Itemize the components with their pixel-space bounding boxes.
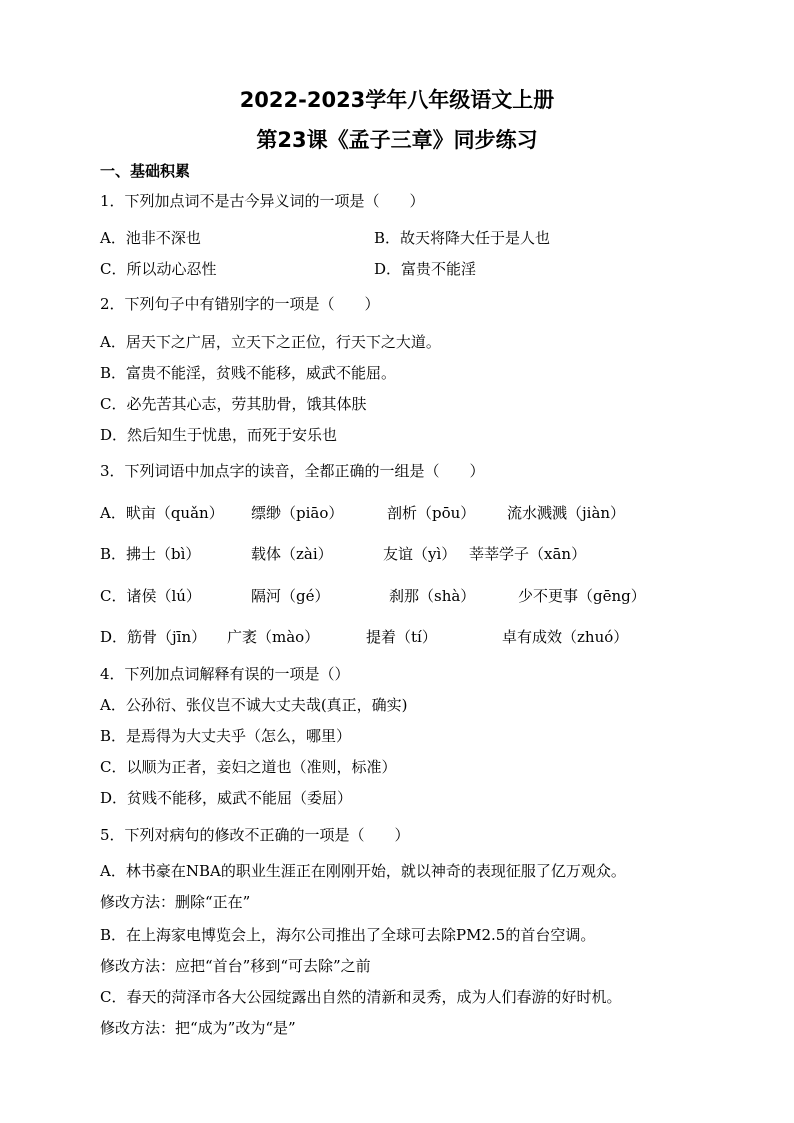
question-3-option-b-1: B．拂士（bì） xyxy=(100,545,201,563)
question-3-option-d-3: 提着（tí） xyxy=(366,628,437,646)
question-2-option-a: A．居天下之广居，立天下之正位，行天下之大道。 xyxy=(100,333,441,351)
question-3-option-b-3: 友谊（yì） xyxy=(383,545,457,563)
question-1-stem: 1．下列加点词不是古今异义词的一项是（ ） xyxy=(100,192,425,210)
question-4-option-a: A．公孙衍、张仪岂不诚大丈夫哉(真正，确实) xyxy=(100,696,408,714)
question-4-option-c: C．以顺为正者，妾妇之道也（准则，标准） xyxy=(100,758,397,776)
question-5-stem: 5．下列对病句的修改不正确的一项是（ ） xyxy=(100,826,410,844)
question-2-option-d: D．然后知生于忧患，而死于安乐也 xyxy=(100,426,338,444)
document-subtitle: 第23课《孟子三章》同步练习 xyxy=(256,128,538,152)
question-3-option-b-2: 载体（zài） xyxy=(251,545,333,563)
question-2-option-c: C．必先苦其心志，劳其肋骨，饿其体肤 xyxy=(100,395,367,413)
question-3-option-a-3: 剖析（pōu） xyxy=(387,504,476,522)
question-3-option-d-4: 卓有成效（zhuó） xyxy=(502,628,629,646)
document-title: 2022-2023学年八年级语文上册 xyxy=(239,88,555,112)
question-2-option-b: B．富贵不能淫，贫贱不能移，威武不能屈。 xyxy=(100,364,397,382)
question-5-option-c-fix: 修改方法：把“成为”改为“是” xyxy=(100,1019,296,1037)
question-3-option-d-1: D．筋骨（jīn） xyxy=(100,628,207,646)
question-1-option-d: D．富贵不能淫 xyxy=(374,260,477,278)
question-5-option-b-fix: 修改方法：应把“首台”移到“可去除”之前 xyxy=(100,957,371,975)
question-4-stem: 4．下列加点词解释有误的一项是（） xyxy=(100,665,350,683)
question-3-option-d-2: 广袤（mào） xyxy=(227,628,320,646)
question-4-option-d: D．贫贱不能移，威武不能屈（委屈） xyxy=(100,789,353,807)
question-5-option-b: B．在上海家电博览会上，海尔公司推出了全球可去除PM2.5的首台空调。 xyxy=(100,926,596,944)
question-3-option-a-1: A．畎亩（quǎn） xyxy=(100,504,224,522)
question-3-option-c-4: 少不更事（gēng） xyxy=(518,587,646,605)
question-3-option-c-1: C．诸侯（lú） xyxy=(100,587,201,605)
question-3-option-b-4: 莘莘学子（xān） xyxy=(469,545,587,563)
question-5-option-c: C．春天的菏泽市各大公园绽露出自然的清新和灵秀，成为人们春游的好时机。 xyxy=(100,988,622,1006)
question-4-option-b: B．是焉得为大丈夫乎（怎么，哪里） xyxy=(100,727,352,745)
question-3-stem: 3．下列词语中加点字的读音，全都正确的一组是（ ） xyxy=(100,462,485,480)
question-3-option-a-4: 流水溅溅（jiàn） xyxy=(507,504,626,522)
question-5-option-a: A．林书豪在NBA的职业生涯正在刚刚开始，就以神奇的表现征服了亿万观众。 xyxy=(100,862,626,880)
question-3-option-c-2: 隔河（gé） xyxy=(251,587,330,605)
question-1-option-c: C．所以动心忍性 xyxy=(100,260,217,278)
question-5-option-a-fix: 修改方法：删除“正在” xyxy=(100,893,251,911)
question-1-option-a: A．池非不深也 xyxy=(100,229,201,247)
question-2-stem: 2．下列句子中有错别字的一项是（ ） xyxy=(100,295,380,313)
section-heading: 一、基础积累 xyxy=(100,162,191,180)
question-3-option-a-2: 缥缈（piāo） xyxy=(251,504,344,522)
question-1-option-b: B．故天将降大任于是人也 xyxy=(374,229,551,247)
question-3-option-c-3: 刹那（shà） xyxy=(389,587,476,605)
